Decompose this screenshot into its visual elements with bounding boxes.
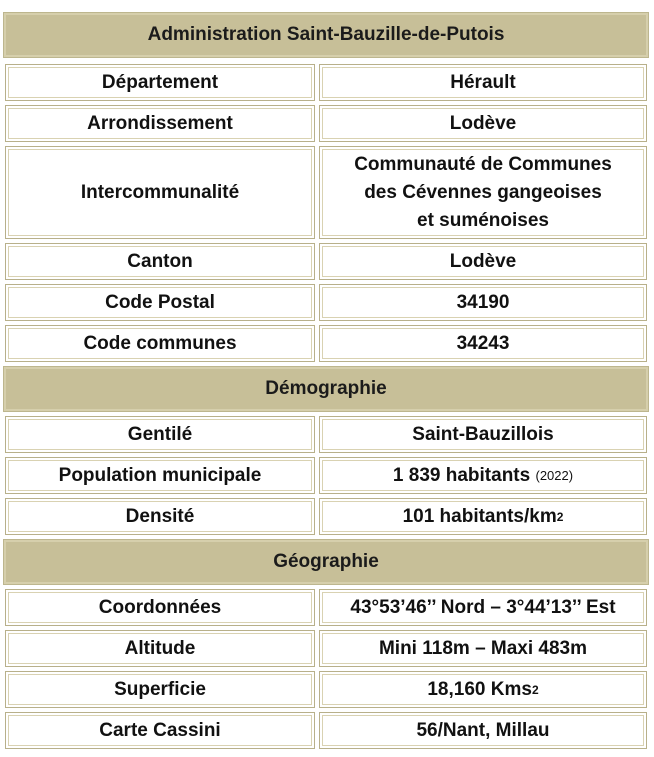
row-label: Coordonnées	[5, 589, 315, 626]
value-line: et suménoises	[417, 209, 549, 231]
row-label: Département	[5, 64, 315, 101]
superficie-value: 18,160 Kms	[427, 678, 532, 700]
row-value: Hérault	[319, 64, 647, 101]
population-year: (2022)	[535, 467, 574, 483]
section-header-geographie: Géographie	[3, 539, 649, 585]
row-value: 18,160 Kms 2	[319, 671, 647, 708]
row-value: 34243	[319, 325, 647, 362]
row-label: Altitude	[5, 630, 315, 667]
row-value: Mini 118m – Maxi 483m	[319, 630, 647, 667]
row-label: Intercommunalité	[5, 146, 315, 239]
value-line: des Cévennes gangeoises	[364, 181, 602, 203]
row-value: Lodève	[319, 105, 647, 142]
population-value: 1 839 habitants	[392, 464, 531, 486]
row-value: Lodève	[319, 243, 647, 280]
table-row-code-postal	[3, 284, 649, 321]
row-value: 34190	[319, 284, 647, 321]
row-value: 56/Nant, Millau	[319, 712, 647, 749]
row-label: Canton	[5, 243, 315, 280]
row-value: 43°53’46’’ Nord – 3°44’13’’ Est	[319, 589, 647, 626]
table-row-canton	[3, 243, 649, 280]
row-label: Arrondissement	[5, 105, 315, 142]
row-value: Saint-Bauzillois	[319, 416, 647, 453]
section-header-administration: Administration Saint-Bauzille-de-Putois	[3, 12, 649, 58]
table-row-arrondissement	[3, 105, 649, 142]
table-row-superficie	[3, 671, 649, 708]
section-header-demographie: Démographie	[3, 366, 649, 412]
table-row-intercommunalite	[3, 146, 649, 239]
row-label: Carte Cassini	[5, 712, 315, 749]
value-line: Communauté de Communes	[354, 153, 612, 175]
row-label: Code communes	[5, 325, 315, 362]
table-row-population	[3, 457, 649, 494]
table-row-gentile	[3, 416, 649, 453]
row-value	[319, 457, 647, 494]
table-row-altitude	[3, 630, 649, 667]
table-row-code-communes	[3, 325, 649, 362]
row-label: Code Postal	[5, 284, 315, 321]
table-row-coordonnees	[3, 589, 649, 626]
table-row-carte-cassini	[3, 712, 649, 749]
row-label: Gentilé	[5, 416, 315, 453]
row-label: Population municipale	[5, 457, 315, 494]
row-label: Superficie	[5, 671, 315, 708]
row-label: Densité	[5, 498, 315, 535]
table-row-densite	[3, 498, 649, 535]
row-value	[319, 146, 647, 239]
densite-value: 101 habitants/km	[402, 505, 557, 527]
table-row-departement	[3, 64, 649, 101]
row-value: 101 habitants/km 2	[319, 498, 647, 535]
